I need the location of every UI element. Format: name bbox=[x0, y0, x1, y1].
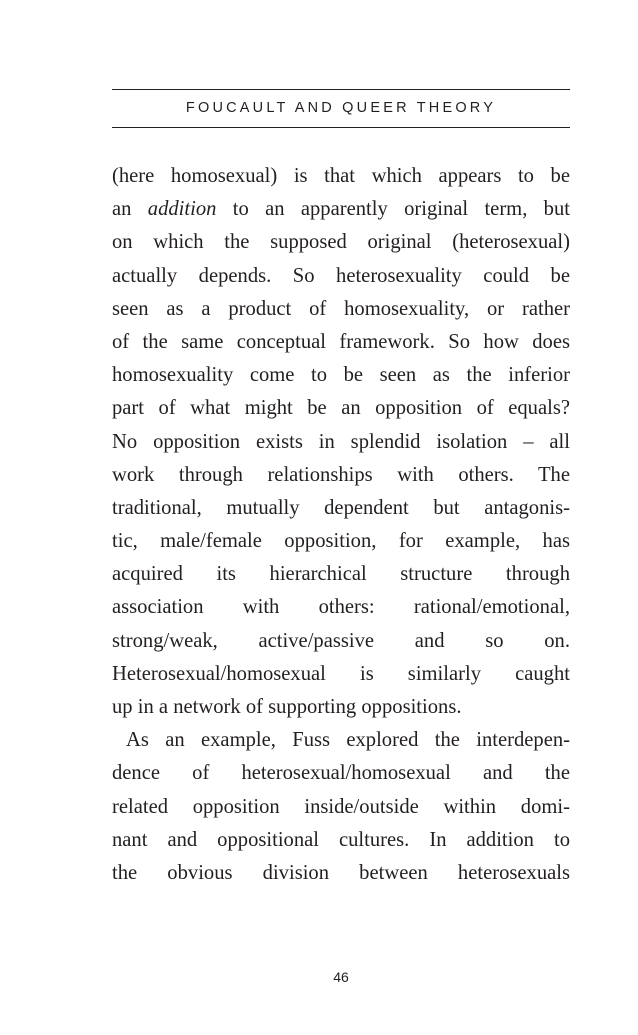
text-line: seen as a product of homosexuality, or rather bbox=[112, 297, 570, 320]
text-line: traditional, mutually dependent but antagonis- bbox=[112, 496, 570, 519]
text-line: related opposition inside/outside within domi- bbox=[112, 795, 570, 818]
text-line: As an example, Fuss explored the interdepen- bbox=[126, 729, 570, 752]
body-text bbox=[112, 160, 570, 890]
text-line: of the same conceptual framework. So how does bbox=[112, 330, 570, 353]
text-line: on which the supposed original (heterosexual) bbox=[112, 231, 570, 254]
text-line: association with others: rational/emotional, bbox=[112, 596, 570, 619]
page-number: 46 bbox=[333, 969, 349, 985]
text-line: the obvious division between heterosexuals bbox=[112, 861, 570, 884]
text-span: to an apparently original term, but bbox=[216, 198, 570, 221]
text-line: Heterosexual/homosexual is similarly caught bbox=[112, 662, 570, 685]
text-line: part of what might be an opposition of equals? bbox=[112, 397, 570, 420]
text-line: strong/weak, active/passive and so on. bbox=[112, 629, 570, 652]
text-line: acquired its hierarchical structure through bbox=[112, 563, 570, 586]
text-line: actually depends. So heterosexuality could be bbox=[112, 264, 570, 287]
text-line: homosexuality come to be seen as the inferior bbox=[112, 364, 570, 387]
emphasis-text: addition bbox=[147, 198, 217, 221]
running-head: FOUCAULT AND QUEER THEORY bbox=[185, 100, 497, 116]
text-line: No opposition exists in splendid isolation – all bbox=[112, 430, 570, 453]
text-line: (here homosexual) is that which appears to be bbox=[112, 165, 570, 187]
text-span: an bbox=[112, 198, 148, 221]
text-line: work through relationships with others. The bbox=[112, 463, 570, 486]
text-line: up in a network of supporting oppositions. bbox=[112, 696, 462, 718]
text-line: tic, male/female opposition, for example, has bbox=[112, 530, 570, 553]
text-line: nant and oppositional cultures. In addition to bbox=[112, 828, 570, 851]
text-line bbox=[112, 193, 570, 226]
header-rule-bottom bbox=[112, 127, 570, 128]
text-line: dence of heterosexual/homosexual and the bbox=[112, 762, 570, 785]
header-rule-top bbox=[112, 89, 570, 90]
